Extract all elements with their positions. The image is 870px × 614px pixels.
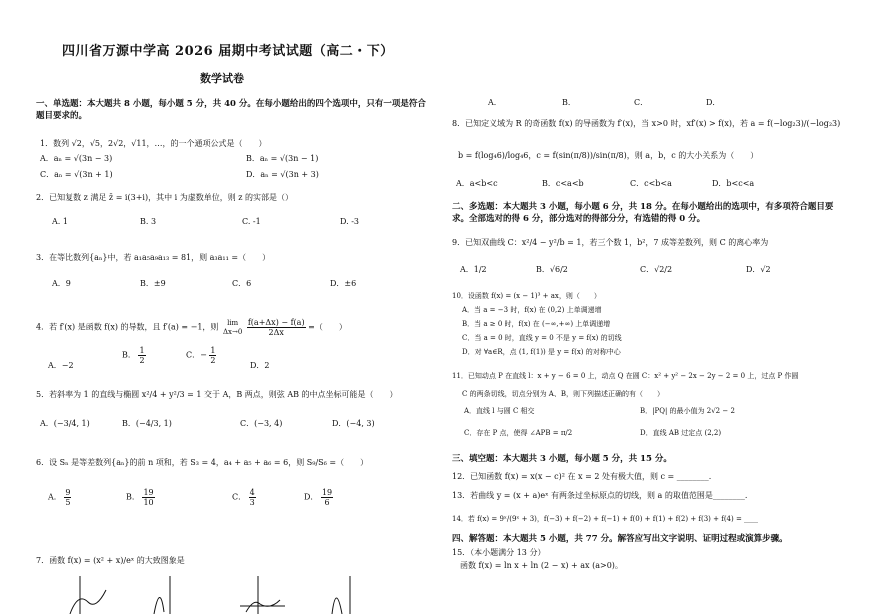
q8-option-a: A．a<b<c [456,179,498,188]
q4-option-b [122,346,146,365]
q2-option-d: D. -3 [340,217,360,226]
q9-option-a: A．1/2 [460,265,487,274]
q15-heading: 15．（本小题满分 13 分） [452,548,546,557]
section-4-heading: 四、解答题：本大题共 5 小题，共 77 分。解答应写出文字说明、证明过程或演算步骤。 [452,534,788,544]
q6-option-b-label: B． [126,492,140,502]
q5-option-c: C．(−3, 4) [240,419,283,428]
q7-graph-d [332,576,350,614]
q6-option-d-num: 19 [321,488,333,497]
q6-option-b-num: 19 [143,488,154,497]
q7-graph-b [154,576,170,614]
q5-option-a: A．(−3/4, 1) [40,419,90,428]
q7-graph-a [70,576,106,614]
q4-fraction-den: 2Δx [268,328,284,337]
q6-option-c-label: C． [232,492,247,502]
q3-option-c: C．6 [232,279,252,288]
q8-option-c: C．c<b<a [630,179,672,188]
q6-option-a-num: 9 [65,488,71,497]
q4-fraction-num: f(a+Δx) − f(a) [247,318,305,327]
q2-option-b: B. 3 [140,217,157,226]
q7-graphs [60,572,390,614]
exam-subtitle: 数学试卷 [200,72,244,85]
q4-text [36,318,347,337]
q6-option-b-den: 10 [143,498,154,507]
q5-option-b: B．(−4/3, 1) [122,419,172,428]
q9-option-c: C．√2/2 [640,265,673,274]
exam-title: 四川省万源中学高 2026 届期中考试试题（高二・下） [62,44,394,59]
q7-option-b: B． [562,98,576,107]
section-3-heading: 三、填空题：本大题共 3 小题，每小题 5 分，共 15 分。 [452,454,672,464]
q11-option-d: D．直线 AB 过定点 (2,2) [640,429,722,437]
q10-text: 10．设函数 f(x) = (x − 1)³ + ax，则（ ） [452,292,601,300]
q5-text: 5．若斜率为 1 的直线与椭圆 x²/4 + y²/3 = 1 交于 A，B 两点，则弦 AB 的中点坐标可能是（ ） [36,390,398,399]
q6-option-c [232,488,256,507]
q7-option-a: A． [488,98,502,107]
q3-option-a: A．9 [52,279,71,288]
section-1-heading: 一、单选题：本大题共 8 小题，每小题 5 分，共 40 分。在每小题给出的四个选项中，只有一项是符合题目要求的。 [36,99,426,121]
q6-option-a-label: A． [48,492,62,502]
q5-option-d: D．(−4, 3) [332,419,375,428]
q1-text: 1．数列 √2，√5，2√2，√11，…，的一个通项公式是（ ） [40,139,267,148]
q12-text: 12．已知函数 f(x) = x(x − c)² 在 x = 2 处有极大值，则 c = ________. [452,472,712,481]
q14-text: 14．若 f(x) = 9ˣ/(9ˣ + 3)，f(−3) + f(−2) + f(−1) + f(0) + f(1) + f(2) + f(3) + f(4) = ____ [452,515,759,523]
q6-option-b [126,488,155,507]
q2-text: 2．已知复数 z 满足 z̄ = i(3+i)，其中 i 为虚数单位，则 z 的实部是（） [36,193,294,202]
q8-option-d: D．b<c<a [712,179,755,188]
q9-text: 9．已知双曲线 C：x²/4 − y²/b = 1，若三个数 1，b²，7 成等差数列，则 C 的离心率为 [452,238,769,247]
q4-option-c-den: 2 [210,356,216,365]
q4-option-b-label: B． [122,350,136,360]
q3-text: 3．在等比数列{aₙ}中，若 a₁a₅a₉a₁₃ = 81，则 a₃a₁₁ =（ ） [36,253,271,262]
q2-option-c: C. -1 [242,217,261,226]
q11-option-c: C．存在 P 点，使得 ∠APB = π/2 [464,429,573,437]
q7-text: 7．函数 f(x) = (x² + x)/eˣ 的大致图象是 [36,556,185,565]
q2-option-a: A. 1 [52,217,68,226]
q10-option-d: D．对 ∀a∈R，点 (1, f(1)) 是 y = f(x) 的对称中心 [462,348,621,356]
q4-fraction [247,318,306,337]
q10-option-b: B．当 a ≥ 0 时，f(x) 在 (−∞,+∞) 上单调递增 [462,320,611,328]
q10-option-a: A．当 a = −3 时，f(x) 在 (0,2) 上单调递增 [462,306,602,314]
q1-option-c: C．aₙ = √(3n + 1) [40,170,113,179]
q3-option-d: D．±6 [330,279,357,288]
q10-option-c: C．当 a = 0 时，直线 y = 0 不是 y = f(x) 的切线 [462,334,622,342]
q4-limit-sub: Δx→0 [222,327,243,336]
q15-text: 函数 f(x) = ln x + ln (2 − x) + ax (a>0)。 [460,561,623,570]
section-2-heading: 二、多选题：本大题共 3 小题，每小题 6 分，共 18 分。在每小题给出的选项中，有多项符合题目要求。全部选对的得 6 分，部分选对的得部分分，有选错的得 0 分。 [452,202,834,224]
q11-line1: 11．已知动点 P 在直线 l：x + y − 6 = 0 上，动点 Q 在圆 C：x² + y² − 2x − 2y − 2 = 0 上，过点 P 作圆 [452,372,799,380]
q4-option-c [186,346,216,365]
q6-option-c-den: 3 [249,498,255,507]
q6-option-d-label: D． [304,492,319,502]
q6-option-c-num: 4 [249,488,255,497]
q4-limit-symbol: lim [227,318,239,327]
q4-option-a: A．−2 [48,361,74,370]
q8-option-b: B．c<a<b [542,179,584,188]
q7-option-c: C． [634,98,649,107]
q6-option-a-den: 5 [65,498,71,507]
q6-option-a [48,488,71,507]
q8-line2: b = f(log₄6)/log₄6，c = f(sin(π/8))/sin(π/8)，则 a，b，c 的大小关系为（ ） [458,151,759,160]
q4-text-pre: 4．若 f′(x) 是函数 f(x) 的导数，且 f′(a) = −1，则 [36,322,219,332]
q13-text: 13．若曲线 y = (x + a)eˣ 有两条过坐标原点的切线，则 a 的取值范围是________. [452,491,748,500]
q1-option-a: A．aₙ = √(3n − 3) [40,154,113,163]
q1-option-b: B．aₙ = √(3n − 1) [246,154,319,163]
q11-line2: C 的两条切线，切点分别为 A、B，则下列描述正确的有（ ） [462,390,665,398]
q6-text: 6．设 Sₙ 是等差数列{aₙ}的前 n 项和，若 S₃ = 4，a₄ + a₅ + a₆ = 6，则 S₉/S₆ =（ ） [36,458,369,467]
q4-text-post: =（ ） [308,322,347,332]
q4-option-c-num: 1 [210,346,216,355]
q6-option-d [304,488,333,507]
q11-option-a: A．直线 l 与圆 C 相交 [464,407,535,415]
q1-option-d: D．aₙ = √(3n + 3) [246,170,319,179]
q9-option-d: D．√2 [746,265,771,274]
q7-graph-c [240,576,285,614]
q4-limit [223,319,242,337]
q8-line1: 8．已知定义域为 R 的奇函数 f(x) 的导函数为 f′(x)，当 x>0 时，xf′(x) > f(x)，若 a = f(−log₂3)/(−log₂3) [452,119,841,128]
q4-option-c-label: C．− [186,350,207,360]
q4-option-d: D．2 [250,361,270,370]
q4-option-b-den: 2 [139,356,145,365]
q4-option-b-num: 1 [139,346,145,355]
q11-option-b: B．|PQ| 的最小值为 2√2 − 2 [640,407,735,415]
q3-option-b: B．±9 [140,279,166,288]
q7-option-d: D． [706,98,721,107]
q6-option-d-den: 6 [324,498,330,507]
q9-option-b: B．√6/2 [536,265,568,274]
